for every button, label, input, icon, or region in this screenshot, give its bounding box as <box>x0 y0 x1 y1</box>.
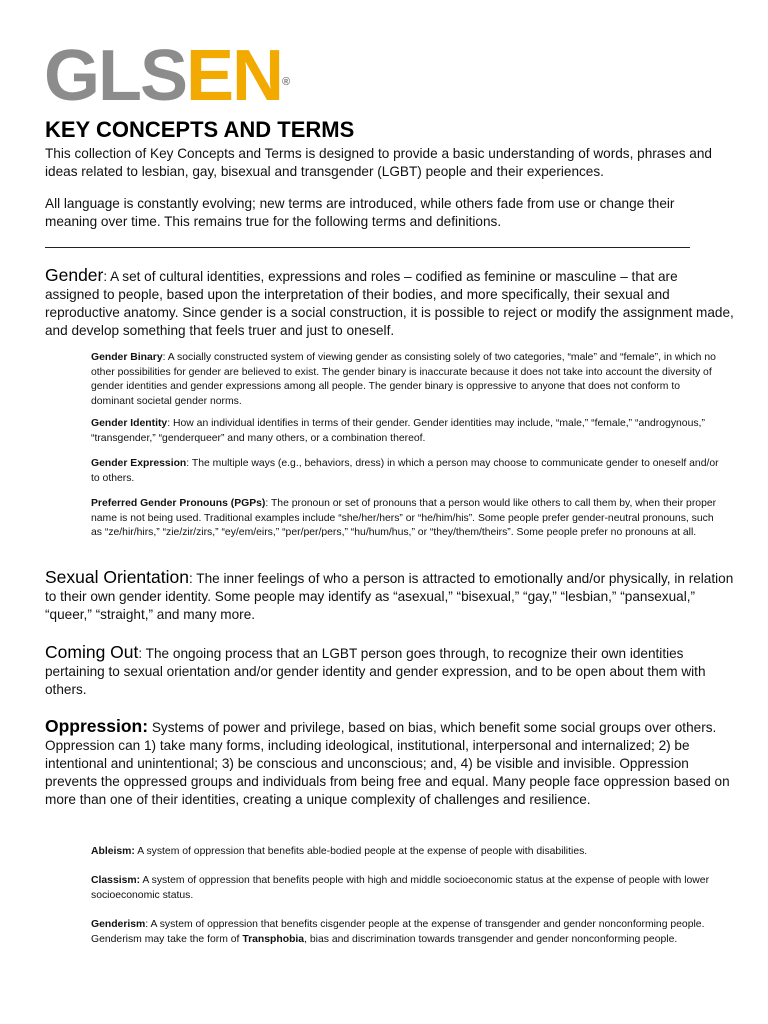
term-coming-out <box>45 643 735 699</box>
term-pgps-heading: Preferred Gender Pronouns (PGPs) <box>91 498 266 509</box>
term-gender-binary <box>91 351 721 409</box>
intro-paragraph-1: This collection of Key Concepts and Terms is designed to provide a basic understanding of words, phrases and ideas related to lesbian, gay, bisexual and transgender (LGBT) people and their experiences. <box>45 146 712 179</box>
term-sexual-orientation <box>45 568 735 624</box>
term-pgps <box>91 497 721 541</box>
term-gender-identity-definition: : How an individual identifies in terms of their gender. Gender identities may include, “male,” “female,” “androgynous,” “transgender,” “genderqueer” and many others, or a combination thereof. <box>91 418 705 444</box>
term-genderism <box>91 918 721 947</box>
term-classism-definition: A system of oppression that benefits people with high and middle socioeconomic status at the expense of people with lower socioeconomic status. <box>91 875 710 901</box>
term-genderism-definition-b: , bias and discrimination towards transgender and gender nonconforming people. <box>304 933 678 945</box>
term-sexual-orientation-definition: : The inner feelings of who a person is attracted to emotionally and/or physically, in relation to their own gender identity. Some people may identify as “asexual,” “bisexual,” “gay,” “lesbian,” “pansexual,” “queer,” “straight,” and many more. <box>45 571 734 622</box>
term-classism <box>91 874 721 903</box>
term-gender-identity <box>91 417 721 446</box>
term-gender-identity-heading: Gender Identity <box>91 418 168 429</box>
term-genderism-definition-a: : A system of oppression that benefits cisgender people at the expense of transgender and gender nonconforming people. Genderism may take the form of <box>91 919 705 945</box>
intro-paragraph-2: All language is constantly evolving; new terms are introduced, while others fade from use or change their meaning over time. This remains true for the following terms and definitions. <box>45 196 675 229</box>
term-gender-heading: Gender <box>45 265 104 285</box>
term-ableism <box>91 845 721 860</box>
term-genderism-heading: Genderism <box>91 919 146 930</box>
term-sexual-orientation-heading: Sexual Orientation <box>45 567 189 587</box>
term-gender-binary-heading: Gender Binary <box>91 352 163 363</box>
section-divider <box>45 247 690 248</box>
logo-text-gray: GLS <box>44 36 187 116</box>
term-transphobia: Transphobia <box>242 933 305 945</box>
term-ableism-heading: Ableism: <box>91 846 135 857</box>
term-coming-out-heading: Coming Out <box>45 642 139 662</box>
term-gender <box>45 266 735 340</box>
term-classism-heading: Classism: <box>91 875 141 886</box>
logo-text-accent: EN <box>186 36 283 116</box>
term-coming-out-definition: : The ongoing process that an LGBT person goes through, to recognize their own identities pertaining to sexual orientation and/or gender identity and gender expression, and to be open about them with others. <box>45 646 706 697</box>
term-gender-definition: : A set of cultural identities, expressions and roles – codified as feminine or masculine – that are assigned to people, based upon the interpretation of their bodies, and more specifically, their sexual and reproductive anatomy. Since gender is a social construction, it is possible to reject or modify the assignment made, and develop something that feels truer and just to oneself. <box>45 269 734 338</box>
page-title: KEY CONCEPTS AND TERMS <box>45 117 355 142</box>
term-gender-expression <box>91 457 721 486</box>
term-oppression-definition: Systems of power and privilege, based on bias, which benefit some social groups over others. Oppression can 1) take many forms, including ideological, institutional, interpersonal and internalized; 2) be intentional and unintentional; 3) be conscious and unconscious; and, 4) be visible and invisible. Oppression prevents the oppressed groups and individuals from being free and equal. Many people face oppression based on more than one of their identities, creating a unique complexity of challenges and resilience. <box>45 720 730 807</box>
term-oppression-heading: Oppression: <box>45 716 149 736</box>
glsen-logo <box>44 36 291 116</box>
registered-mark: ® <box>282 76 291 88</box>
term-gender-expression-heading: Gender Expression <box>91 458 187 469</box>
term-gender-expression-definition: : The multiple ways (e.g., behaviors, dress) in which a person may choose to communicate gender to oneself and/or to others. <box>91 458 719 484</box>
term-pgps-definition: : The pronoun or set of pronouns that a person would like others to call them by, when their proper name is not being used. Traditional examples include “she/her/hers” or “he/him/his”. Some people prefer gender-neutral pronouns, such as “ze/hir/hirs,” “zie/zir/zirs,” “ey/em/eirs,” “per/per/pers,” “hu/hum/hus,” or “they/them/theirs”. Some people prefer no pronouns at all. <box>91 498 717 538</box>
term-ableism-definition: A system of oppression that benefits able-bodied people at the expense of people with disabilities. <box>134 846 588 857</box>
term-oppression <box>45 717 735 809</box>
term-gender-binary-definition: : A socially constructed system of viewing gender as consisting solely of two categories, “male” and “female”, in which no other possibilities for gender are believed to exist. The gender binary is inaccurate because it does not take into account the diversity of gender identities and gender expressions among all people. The gender binary is oppressive to anyone that does not conform to dominant societal gender norms. <box>91 352 716 407</box>
